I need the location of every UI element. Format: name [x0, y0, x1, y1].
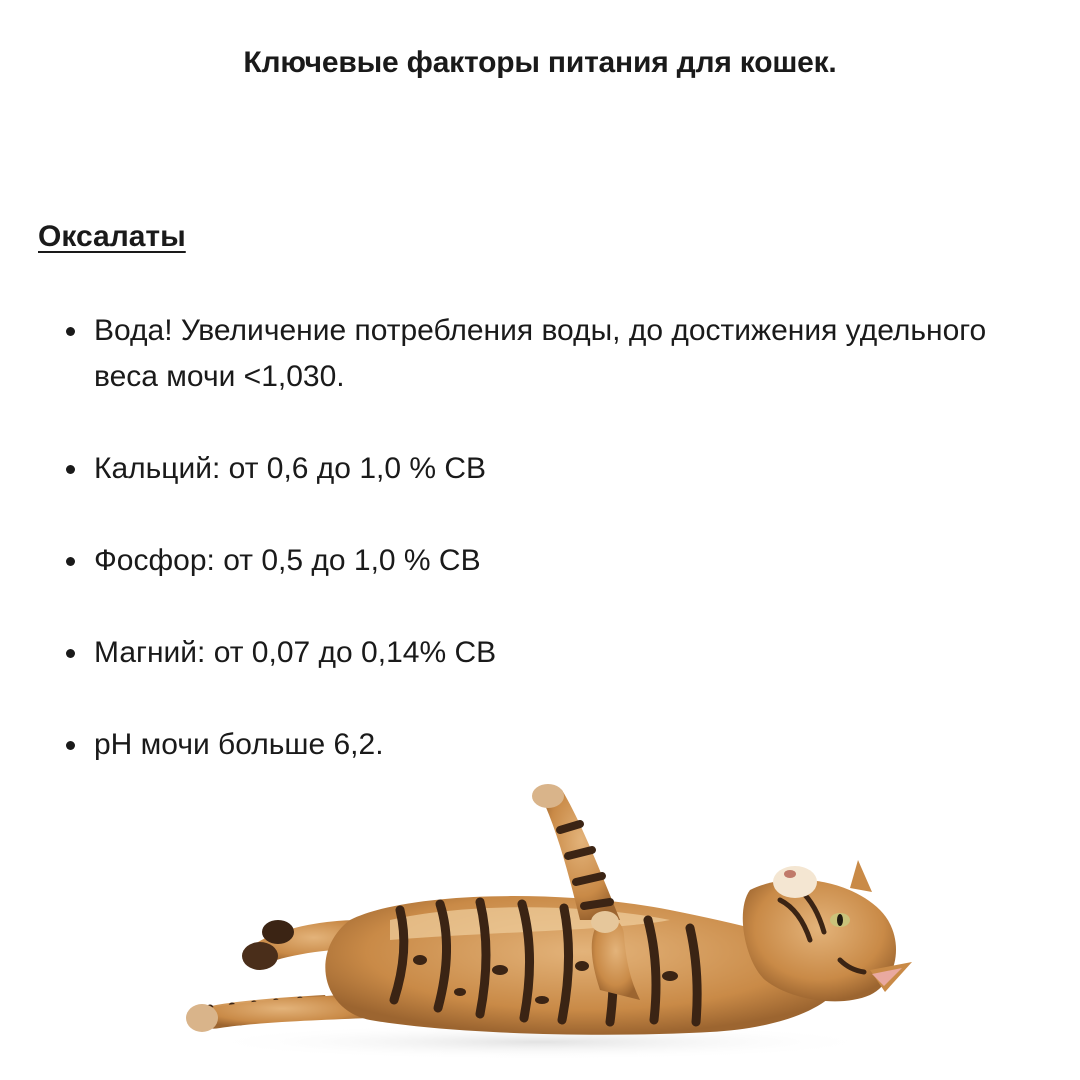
bullet-dot-icon: [66, 557, 75, 566]
bullet-dot-icon: [66, 465, 75, 474]
list-item-calcium: [62, 446, 1022, 492]
page-title: Ключевые факторы питания для кошек.: [243, 46, 837, 79]
list-item-text: Кальций: от 0,6 до 1,0 % СВ: [94, 452, 487, 485]
list-item-magnesium: [62, 630, 1022, 676]
section-heading-oxalates: Оксалаты: [38, 220, 186, 253]
list-item-water: [62, 308, 1022, 400]
list-item-text: Фосфор: от 0,5 до 1,0 % СВ: [94, 544, 481, 577]
nutrition-factors-list: [62, 308, 1022, 814]
cat-illustration: [150, 770, 950, 1070]
bullet-dot-icon: [66, 327, 75, 336]
bullet-dot-icon: [66, 741, 75, 750]
list-item-text: Магний: от 0,07 до 0,14% СВ: [94, 636, 497, 669]
list-item-urine-ph: [62, 722, 1022, 768]
bullet-dot-icon: [66, 649, 75, 658]
list-item-text: Вода! Увеличение потребления воды, до достижения удельного веса мочи <1,030.: [94, 314, 987, 393]
list-item-phosphorus: [62, 538, 1022, 584]
bengal-cat-image: [150, 770, 950, 1070]
list-item-text: рН мочи больше 6,2.: [94, 728, 384, 761]
